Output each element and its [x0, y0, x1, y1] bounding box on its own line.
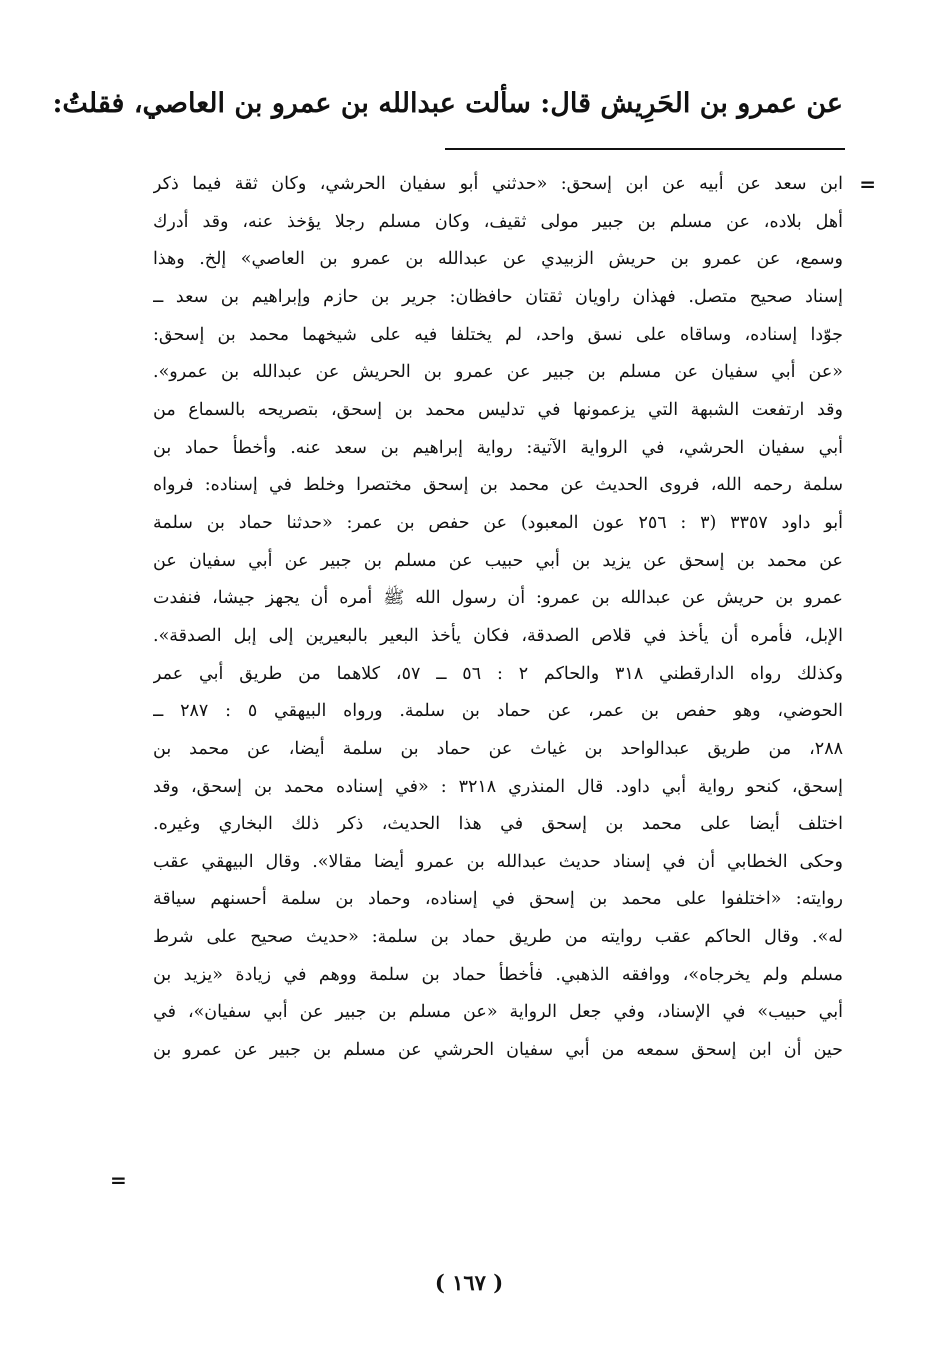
heading-underline [445, 148, 845, 150]
text-line: وقد ارتفعت الشبهة التي يزعمونها في تدليس محمد بن إسحق، بتصريحه بالسماع من [153, 399, 843, 420]
text-line: إسناد صحيح متصل. فهذان راويان ثقتان حافظان: جرير بن حازم وإبراهيم بن سعد ــ [153, 286, 843, 307]
text-line: وسمع، عن عمرو بن حريش الزبيدي عن عبدالله بن عمرو بن العاصي» إلخ. وهذا [153, 249, 843, 270]
text-line: إسحق، كنحو رواية أبي داود. قال المنذري ٣٢١٨ : «في إسناده محمد بن إسحق، وقد [153, 776, 843, 797]
text-line: أبو داود ٣٣٥٧ (٣ : ٢٥٦ عون المعبود) عن حفص بن عمر: «حدثنا حماد بن سلمة [153, 512, 843, 533]
text-line: روايته: «اختلفوا على محمد بن إسحق في إسناده، وحماد بن سلمة أحسنهم سياقة [153, 889, 843, 910]
text-line: حين أن ابن إسحق سمعه من أبي سفيان الحرشي عن مسلم بن جبير عن عمرو بن [153, 1040, 843, 1061]
text-line: الإبل، فأمره أن يأخذ في قلاص الصدقة، فكان يأخذ البعير بالبعيرين إلى إبل الصدقة». [153, 625, 843, 646]
text-line: له». وقال الحاكم عقب روايته من طريق حماد بن سلمة: «حديث صحيح على شرط [153, 927, 843, 948]
continuation-mark-top: = [859, 172, 876, 196]
text-line: اختلف أيضا على محمد بن إسحق في هذا الحديث، ذكر ذلك البخاري وغيره. [153, 814, 843, 835]
text-line: أبي حبيب» في الإسناد، وفي جعل الرواية «عن مسلم بن جبير عن أبي سفيان»، في [153, 1002, 843, 1023]
text-line: وحكى الخطابي أن في إسناد حديث عبدالله بن عمرو أيضا مقالا». وقال البيهقي عقب [153, 851, 843, 872]
text-line: أبي سفيان الحرشي، في الرواية الآتية: رواية إبراهيم بن سعد عنه. وأخطأ حماد بن [153, 437, 843, 458]
text-line: وكذلك رواه الدارقطني ٣١٨ والحاكم ٢ : ٥٦ ــ ٥٧، كلاهما من طريق أبي عمر [153, 663, 843, 684]
text-line: الحوضي، وهو حفص بن عمر، عن حماد بن سلمة. ورواه البيهقي ٥ : ٢٨٧ ــ [153, 701, 843, 722]
footnote-text [153, 166, 843, 1070]
text-line: عن محمد بن إسحق عن يزيد بن أبي حبيب عن مسلم بن جبير عن أبي سفيان عن [153, 550, 843, 571]
text-line: أهل بلاده، عن مسلم بن جبير مولى ثقيف، وكان مسلم رجلا يؤخذ عنه، وقد أدرك [153, 211, 843, 232]
continuation-mark-bottom: = [110, 1168, 127, 1192]
text-line: مسلم ولم يخرجاه»، ووافقه الذهبي. فأخطأ حماد بن سلمة ووهم في زيادة «يزيد بن [153, 964, 843, 985]
text-line: سلمة رحمه الله، فروى الحديث عن محمد بن إسحق مختصرا وخلط في إسناده: فرواه [153, 475, 843, 496]
text-line: جوّدا إسناده، وساقاه على نسق واحد، لم يختلفا فيه على شيخهما محمد بن إسحق: [153, 324, 843, 345]
hadith-heading: عن عمرو بن الحَرِيش قال: سألت عبدالله بن عمرو بن العاصي، فقلتُ: [52, 88, 843, 119]
text-line: عمرو بن حريش عن عبدالله بن عمرو: أن رسول الله ﷺ أمره أن يجهز جيشا، فنفدت [153, 588, 843, 609]
text-line: ٢٨٨، من طريق عبدالواحد بن غياث عن حماد بن سلمة أيضا، عن محمد بن [153, 738, 843, 759]
page-number: ( ١٦٧ ) [434, 1270, 504, 1295]
text-line: ابن سعد عن أبيه عن ابن إسحق: «حدثني أبو سفيان الحرشي، وكان ثقة فيما ذكر [153, 174, 843, 194]
text-line: «عن أبي سفيان عن مسلم بن جبير عن عمرو بن الحريش عن عبدالله بن عمرو». [153, 362, 843, 383]
